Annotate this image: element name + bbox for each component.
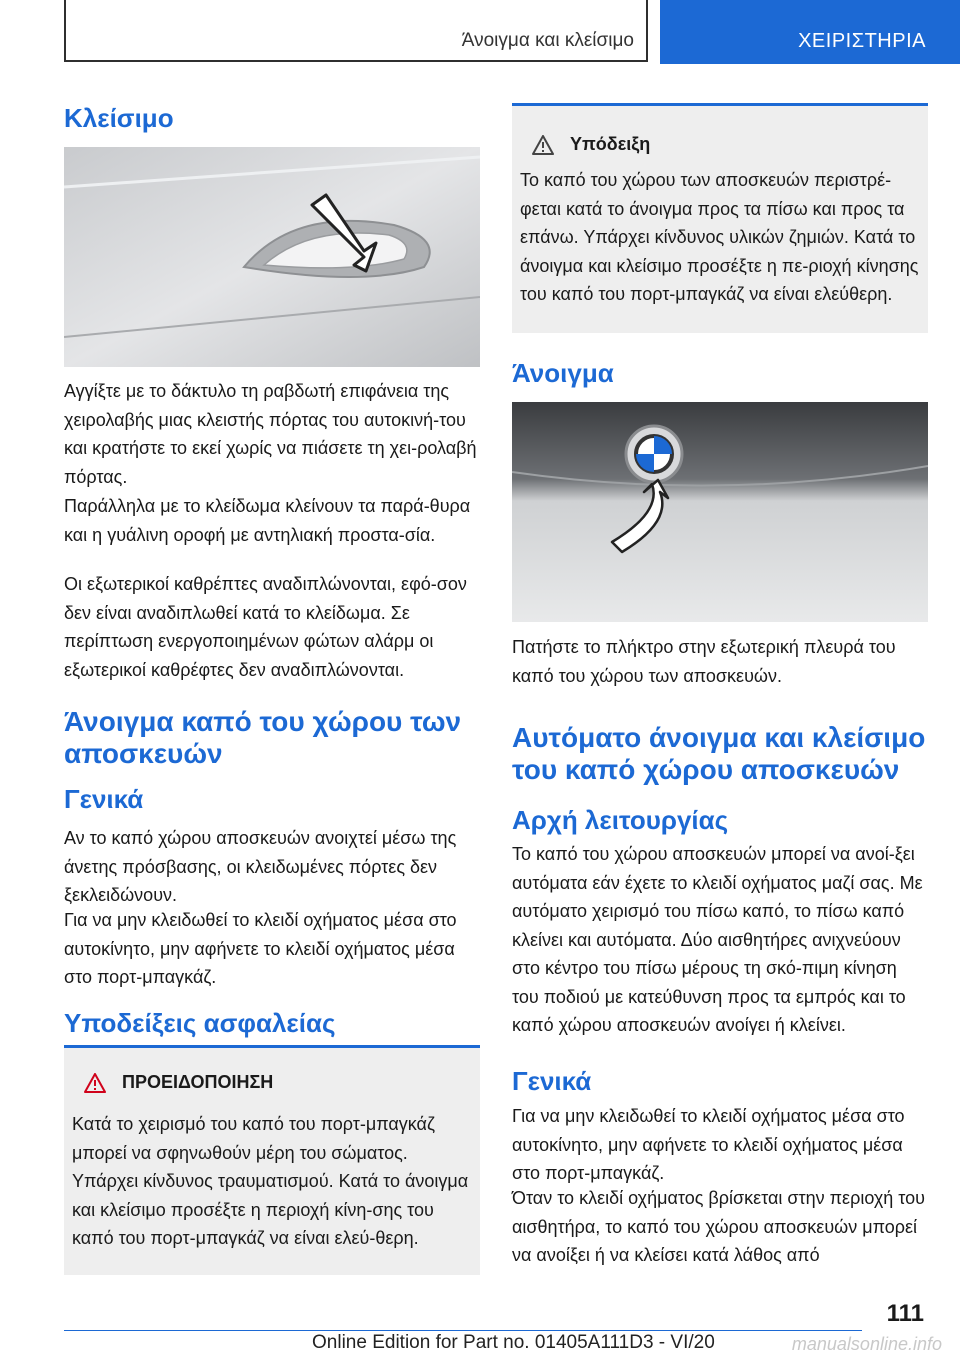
header-section-tab (660, 0, 960, 64)
notice-box (512, 103, 928, 333)
paragraph-closing-3: Οι εξωτερικοί καθρέπτες αναδιπλώνονται, εφό-σον δεν είναι αναδιπλωθεί κατά το κλείδωμα. Σε περίπτωση ενεργοποιημένων φώτων αλάρμ οι εξωτερικοί καθρέφτες δεν αναδιπλώνονται. (64, 574, 467, 680)
trunk-button-illustration (512, 402, 928, 622)
heading-auto-open-close: Αυτόματο άνοιγμα και κλείσιμο του καπό χώρου αποσκευών (512, 722, 926, 785)
heading-closing: Κλείσιμο (64, 103, 174, 133)
watermark: manualsonline.info (791, 1334, 942, 1354)
header-chapter-box (64, 0, 648, 62)
heading-trunk-opening: Άνοιγμα καπό του χώρου των αποσκευών (64, 706, 462, 769)
paragraph-principle: Το καπό του χώρου αποσκευών μπορεί να ανοί-ξει αυτόματα εάν έχετε το κλειδί οχήματος μαζί σας. Με αυτόματο χειρισμό του πίσω καπό, το πίσω καπό κλείνει και αυτόματα. Δύο αισθητήρες ανιχνεύουν στο κέντρο του πίσω μέρους τη σκό-πιμη κίνηση του ποδιού με κατεύθυνση προς τα εμπρός και το καπό χώρου αποσκευών ανοίγει ή κλείνει. (512, 844, 923, 1035)
heading-general-2: Γενικά (512, 1066, 592, 1096)
heading-general: Γενικά (64, 784, 144, 814)
paragraph-closing-1: Αγγίξτε με το δάκτυλο τη ραβδωτή επιφάνεια της χειρολαβής μιας κλειστής πόρτας του αυτοκινή-του και κρατήστε το εκεί χωρίς να πιάσετε τη χει-ρολαβή πόρτας. (64, 381, 477, 487)
door-handle-image (64, 147, 480, 367)
warning-box (64, 1045, 480, 1275)
paragraph-general-1: Αν το καπό χώρου αποσκευών ανοιχτεί μέσω της άνετης πρόσβασης, οι κλειδωμένες πόρτες δεν ξεκλειδώνουν. (64, 828, 457, 905)
notice-text: Το καπό του χώρου των αποσκευών περιστρέ-φεται κατά το άνοιγμα προς τα πίσω και προς τα επάνω. Υπάρχει κίνδυνος υλικών ζημιών. Κατά το άνοιγμα και κλείσιμο προσέξτε η πε-ριοχή κίνησης του καπό του πορτ-μπαγκάζ να είναι ελεύθερη. (520, 170, 919, 304)
notice-header (532, 134, 650, 155)
paragraph-closing-2: Παράλληλα με το κλείδωμα κλείνουν τα παρά-θυρα και η γυάλινη οροφή με αντηλιακή προστα-σία. (64, 496, 471, 545)
notice-title: Υπόδειξη (570, 134, 651, 154)
door-handle-illustration (64, 147, 480, 367)
paragraph-general-2: Για να μην κλειδωθεί το κλειδί οχήματος μέσα στο αυτοκίνητο, μην αφήνετε το κλειδί οχήματος μέσα στο πορτ-μπαγκάζ. (64, 910, 457, 987)
paragraph-general2-2: Όταν το κλειδί οχήματος βρίσκεται στην περιοχή του αισθητήρα, το καπό του χώρου αποσκευών μπορεί να ανοίξει ή να κλείσει κατά λάθος από (512, 1188, 926, 1265)
paragraph-opening: Πατήστε το πλήκτρο στην εξωτερική πλευρά του καπό του χώρου των αποσκευών. (512, 637, 896, 686)
heading-principle: Αρχή λειτουργίας (512, 805, 729, 835)
warning-text: Κατά το χειρισμό του καπό του πορτ-μπαγκάζ μπορεί να σφηνωθούν μέρη του σώματος. Υπάρχει κίνδυνος τραυματισμού. Κατά το άνοιγμα και κλείσιμο προσέξτε η περιοχή κίνη-σης του καπό του πορτ-μπαγκάζ να είναι ελεύ-θερη. (72, 1114, 469, 1248)
heading-safety-notes: Υποδείξεις ασφαλείας (64, 1008, 336, 1038)
section-title: ΧΕΙΡΙΣΤΗΡΙΑ (798, 30, 926, 52)
heading-opening: Άνοιγμα (512, 358, 614, 388)
chapter-title: Άνοιγμα και κλείσιμο (461, 30, 634, 51)
paragraph-general2-1: Για να μην κλειδωθεί το κλειδί οχήματος μέσα στο αυτοκίνητο, μην αφήνετε το κλειδί οχήματος μέσα στο πορτ-μπαγκάζ. (512, 1106, 905, 1183)
page-number: 111 (886, 1300, 924, 1327)
warning-triangle-icon (84, 1073, 106, 1093)
footer-divider (64, 1330, 862, 1331)
warning-header (84, 1072, 273, 1093)
notice-triangle-icon (532, 135, 554, 155)
warning-title: ΠΡΟΕΙΔΟΠΟΙΗΣΗ (122, 1072, 274, 1092)
edition-text: Online Edition for Part no. 01405A111D3 - VI/20 (312, 1332, 715, 1353)
trunk-button-image (512, 402, 928, 622)
